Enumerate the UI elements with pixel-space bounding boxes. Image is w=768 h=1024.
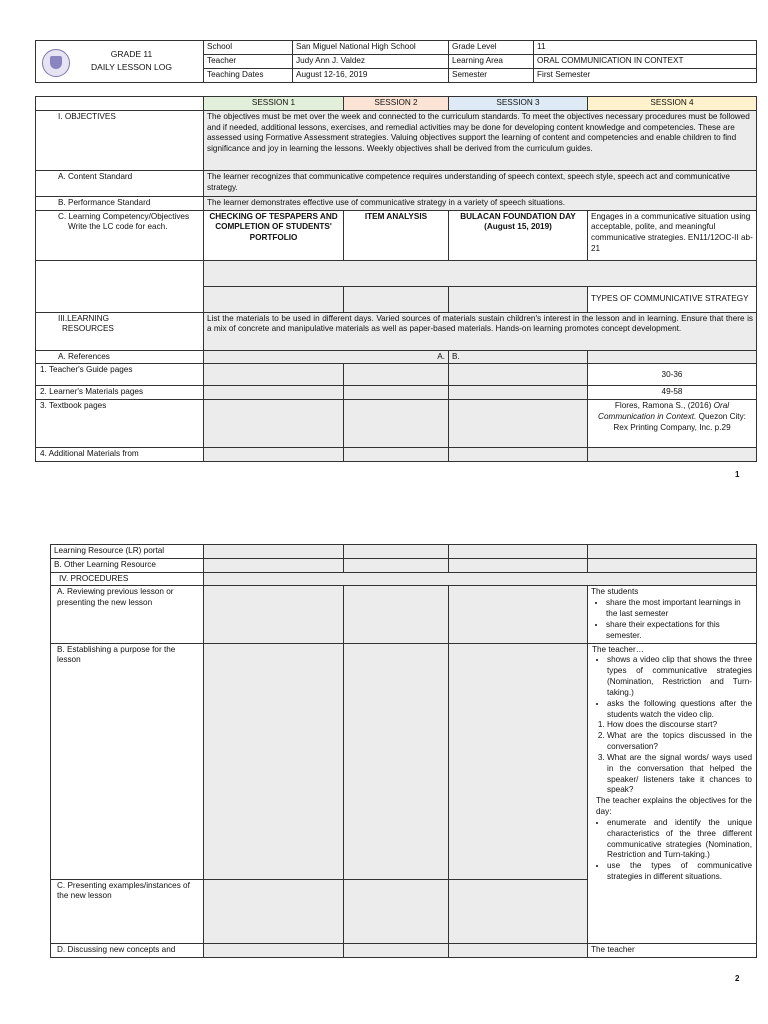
learning-resources-label-line1: III.LEARNING: [58, 313, 109, 323]
purpose-objective: • use the types of communicative strategies in different situations.: [607, 861, 752, 883]
purpose-question: 2. What are the topics discussed in the conversation?: [607, 731, 752, 753]
purpose-objective: • enumerate and identify the unique characteristics of the three different communicative strategies (Nomination, Restriction and Turn-taking.): [607, 818, 752, 861]
learners-materials-label: 2. Learner's Materials pages: [36, 386, 204, 400]
or-session-3: [449, 558, 588, 572]
purpose-presenting-labels: [51, 643, 204, 943]
purpose-question-list: [592, 720, 752, 796]
dates-value: August 12-16, 2019: [293, 69, 449, 83]
purpose-session-3: [449, 643, 588, 943]
purpose-bullet: • shows a video clip that shows the three types of communicative strategies (Nomination, Restriction and Turn-taking.): [607, 655, 752, 698]
procedures-blank: [204, 572, 757, 586]
objectives-label: I. OBJECTIVES: [36, 110, 204, 170]
learning-area-value: ORAL COMMUNICATION IN CONTEXT: [534, 55, 757, 69]
purpose-explains: The teacher explains the objectives for the day:: [596, 796, 752, 817]
presenting-examples-label: C. Presenting examples/instances of the new lesson: [51, 879, 203, 903]
discuss-session-3: [449, 943, 588, 957]
teachers-guide-label: 1. Teacher's Guide pages: [36, 364, 204, 386]
review-intro: The students: [591, 587, 639, 597]
teacher-label: Teacher: [204, 55, 293, 69]
purpose-question: 1. How does the discourse start?: [607, 720, 752, 731]
references-label: A. References: [36, 350, 204, 364]
tg-session-2: [344, 364, 449, 386]
tg-session-1: [204, 364, 344, 386]
textbook-publisher: Quezon City: Rex Printing Company, Inc. p.29: [613, 412, 746, 432]
header-title-cell: [36, 41, 204, 83]
lesson-log-table-page2: [50, 544, 757, 958]
purpose-question: 3. What are the signal words/ ways used in the conversation that helped the speaker/ listeners take it chances to speak?: [607, 753, 752, 796]
content-label-blank: [36, 260, 204, 312]
semester-label: Semester: [449, 69, 534, 83]
session-2-header: SESSION 2: [344, 97, 449, 111]
session-3-header: SESSION 3: [449, 97, 588, 111]
learners-materials-pages: 49-58: [588, 386, 757, 400]
performance-standard-text: The learner demonstrates effective use of communicative strategy in a variety of speech situations.: [204, 196, 757, 210]
am-session-2: [344, 448, 449, 462]
am-session-3: [449, 448, 588, 462]
lr-portal-label: Learning Resource (LR) portal: [51, 545, 204, 559]
content-standard-label: A. Content Standard: [36, 170, 204, 196]
performance-standard-label: B. Performance Standard: [36, 196, 204, 210]
dates-label: Teaching Dates: [204, 69, 293, 83]
or-session-1: [204, 558, 344, 572]
teachers-guide-pages: 30-36: [588, 364, 757, 386]
session-1-content: [204, 286, 344, 312]
competency-label-line1: C. Learning Competency/Objectives: [58, 211, 190, 221]
header-table: [35, 40, 757, 83]
purpose-session-2: [344, 643, 449, 943]
learning-resources-label-line2: RESOURCES: [62, 324, 114, 334]
purpose-intro: The teacher…: [592, 644, 644, 654]
or-session-2: [344, 558, 449, 572]
lr-session-4: [588, 545, 757, 559]
session-1-header: SESSION 1: [204, 97, 344, 111]
learning-resources-label: [36, 312, 204, 350]
review-session-4: [588, 586, 757, 643]
lr-session-2: [344, 545, 449, 559]
competency-label-line2: Write the LC code for each.: [68, 222, 168, 232]
school-label: School: [204, 41, 293, 55]
grade-title: GRADE 11: [110, 49, 153, 60]
am-session-4: [588, 448, 757, 462]
purpose-bullet-list: [592, 655, 752, 720]
semester-value: First Semester: [534, 69, 757, 83]
references-b: B.: [449, 350, 588, 364]
textbook-label: 3. Textbook pages: [36, 400, 204, 448]
lr-session-1: [204, 545, 344, 559]
review-item: • share their expectations for this semester.: [606, 620, 753, 642]
content-blank-row: [204, 260, 757, 286]
page-number-2: 2: [735, 974, 740, 983]
session-4-content: TYPES OF COMMUNICATIVE STRATEGY: [588, 286, 757, 312]
session-3-content: [449, 286, 588, 312]
content-standard-text: The learner recognizes that communicative competence requires understanding of speech context, speech style, speech act and communicative strategy.: [204, 170, 757, 196]
textbook-title: Oral Communication in Context.: [598, 401, 730, 422]
tg-session-3: [449, 364, 588, 386]
session-header-blank: [36, 97, 204, 111]
additional-materials-label: 4. Additional Materials from: [36, 448, 204, 462]
textbook-reference: [588, 400, 757, 448]
references-a: A.: [204, 350, 449, 364]
log-title: DAILY LESSON LOG: [91, 62, 172, 72]
review-list: [591, 598, 753, 641]
session-2-content: [344, 286, 449, 312]
procedures-label: IV. PROCEDURES: [51, 572, 204, 586]
foundation-day-title: BULACAN FOUNDATION DAY: [460, 211, 576, 221]
purpose-objective-list: [592, 818, 752, 883]
am-session-1: [204, 448, 344, 462]
tb-session-2: [344, 400, 449, 448]
school-value: San Miguel National High School: [293, 41, 449, 55]
discussing-concepts-label: D. Discussing new concepts and: [51, 943, 204, 957]
session-4-competency: Engages in a communicative situation using acceptable, polite, and meaningful communicative strategies. EN11/12OC-II ab-21: [588, 210, 757, 260]
review-session-1: [204, 586, 344, 643]
lm-session-2: [344, 386, 449, 400]
discussing-intro: The teacher: [588, 943, 757, 957]
purpose-bullet: • asks the following questions after the students watch the video clip.: [607, 699, 752, 721]
or-session-4: [588, 558, 757, 572]
textbook-author: Flores, Ramona S., (2016): [614, 401, 714, 411]
discuss-session-2: [344, 943, 449, 957]
session-4-header: SESSION 4: [588, 97, 757, 111]
competency-label: [36, 210, 204, 260]
lr-session-3: [449, 545, 588, 559]
establishing-purpose-label: B. Establishing a purpose for the lesson: [57, 644, 176, 665]
page-number-1: 1: [735, 470, 740, 479]
grade-level-value: 11: [534, 41, 757, 55]
objectives-text: The objectives must be met over the week and connected to the curriculum standards. To meet the objectives necessary procedures must be followed and if needed, additional lessons, exercises, and remedial activities may be done for developing content knowledge and competencies. These are assessed using Formative Assessment strategies. Valuing objectives support the learning of content and competencies and enable children to find significance and joy in learning the lessons. Weekly objectives shall be derived from the curriculum guides.: [204, 110, 757, 170]
tb-session-1: [204, 400, 344, 448]
review-session-2: [344, 586, 449, 643]
lm-session-1: [204, 386, 344, 400]
review-session-3: [449, 586, 588, 643]
lm-session-3: [449, 386, 588, 400]
review-lesson-label: A. Reviewing previous lesson or presenting the new lesson: [51, 586, 204, 643]
foundation-day-date: (August 15, 2019): [484, 222, 552, 232]
learning-resources-text: List the materials to be used in different days. Varied sources of materials sustain children's interest in the lesson and in learning. Ensure that there is a mix of concrete and manipulative materials as well as paper-based materials. Hands-on learning promotes concept development.: [204, 312, 757, 350]
session-3-competency: [449, 210, 588, 260]
lesson-log-table-page1: [35, 96, 757, 462]
teacher-value: Judy Ann J. Valdez: [293, 55, 449, 69]
grade-level-label: Grade Level: [449, 41, 534, 55]
discuss-session-1: [204, 943, 344, 957]
purpose-session-4: [588, 643, 757, 943]
session-2-competency: ITEM ANALYSIS: [344, 210, 449, 260]
other-resource-label: B. Other Learning Resource: [51, 558, 204, 572]
tb-session-3: [449, 400, 588, 448]
purpose-session-1: [204, 643, 344, 943]
review-item: • share the most important learnings in the last semester: [606, 598, 753, 620]
deped-seal-logo: [42, 49, 70, 77]
learning-area-label: Learning Area: [449, 55, 534, 69]
session-1-competency: CHECKING OF TESPAPERS AND COMPLETION OF STUDENTS' PORTFOLIO: [204, 210, 344, 260]
references-blank: [588, 350, 757, 364]
